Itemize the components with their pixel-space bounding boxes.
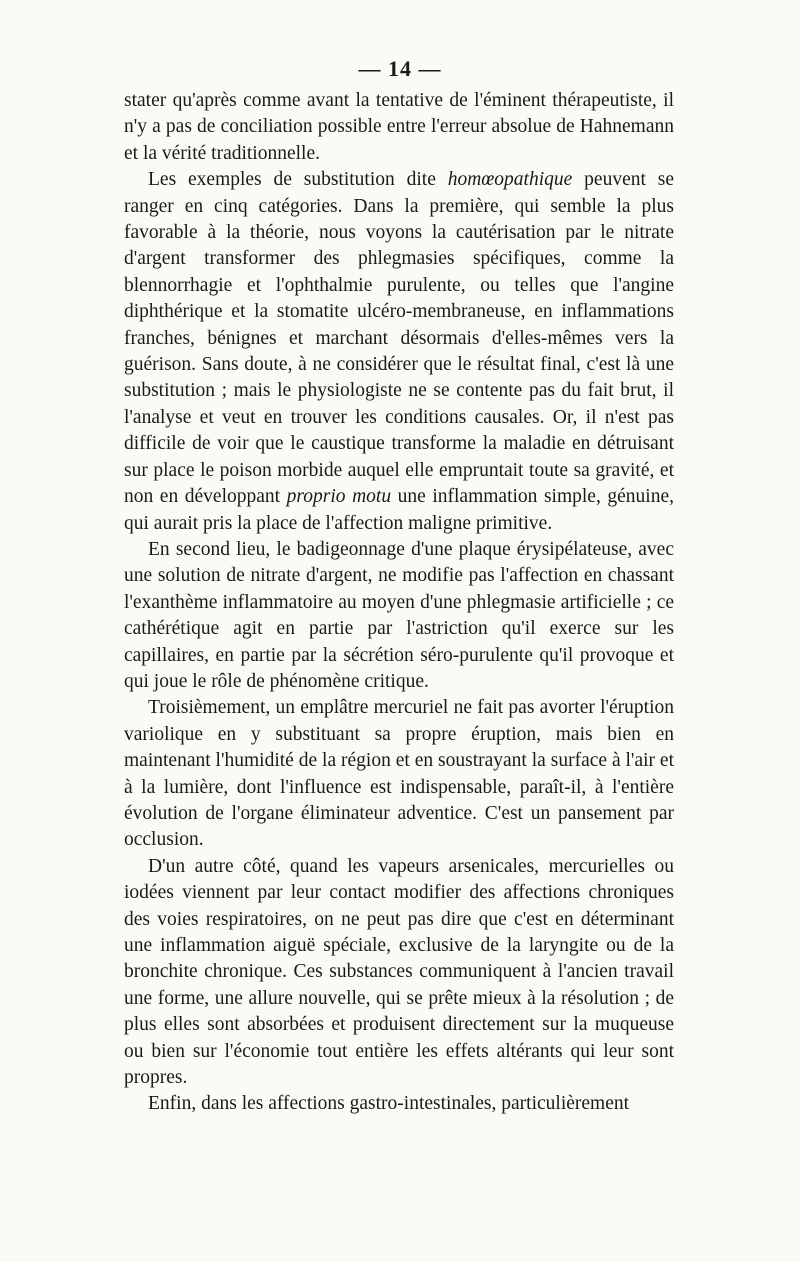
paragraph-fourth [124,854,674,1092]
text-run: Enfin, dans les affections gastro-intestinales, particulièrement [148,1093,630,1115]
paragraph-substitution-categories [124,167,674,537]
text-run: Les exemples de substitution dite [148,169,448,191]
paragraph-third [124,695,674,853]
text-run: En second lieu, le badigeonnage d'une plaque érysipélateuse, avec une solution de nitrate d'argent, ne modifie pas l'affection en chassant l'exanthème inflammatoire au moyen d'une phlegmasie artificielle ; ce cathérétique agit en partie par l'astriction qu'il exerce sur les capillaires, en partie par la sécrétion séro-purulente qu'il provoque et qui joue le rôle de phénomène critique. [124,538,674,692]
paragraph-second [124,537,674,695]
italic-term: proprio motu [286,486,392,508]
body-text [124,88,674,1118]
text-run: stater qu'après comme avant la tentative de l'éminent thérapeutiste, il n'y a pas de conciliation possible entre l'erreur absolue de Hahnemann et la vérité traditionnelle. [124,90,674,164]
paragraph-fifth [124,1091,674,1117]
paragraph-continued [124,88,674,167]
italic-term: homœopathique [447,169,573,191]
page-number: — 14 — [358,56,442,81]
text-run: Troisièmement, un emplâtre mercuriel ne fait pas avorter l'éruption variolique en y substituant sa propre éruption, mais bien en maintenant l'humidité de la région et en soustrayant la surface à l'air et à la lumière, dont l'influence est indispensable, paraît-il, à l'entière évolution de l'organe éliminateur adventice. C'est un pansement par occlusion. [124,697,674,851]
text-run: peuvent se ranger en cinq catégories. Dans la première, qui semble la plus favorable à la théorie, nous voyons la cautérisation par le nitrate d'argent transformer des phlegmasies spécifiques, comme la blennorrhagie et l'ophthalmie purulente, ou telles que l'angine diphthérique et la stomatite ulcéro-membraneuse, en inflammations franches, bénignes et marchant désormais d'elles-mêmes vers la guérison. Sans doute, à ne considérer que le résultat final, c'est là une substitution ; mais le physiologiste ne se contente pas du fait brut, il l'analyse et veut en trouver les conditions causales. Or, il n'est pas difficile de voir que le caustique transforme la maladie en détruisant sur place le poison morbide auquel elle empruntait toute sa gravité, et non en développant [124,169,674,508]
text-run: une inflammation simple, génuine, qui aurait pris la place de l'affection maligne primitive. [124,486,674,534]
text-run: D'un autre côté, quand les vapeurs arsenicales, mercurielles ou iodées viennent par leur contact modifier des affections chroniques des voies respiratoires, on ne peut pas dire que c'est en déterminant une inflammation aiguë spéciale, exclusive de la laryngite ou de la bronchite chronique. Ces substances communiquent à l'ancien travail une forme, une allure nouvelle, qui se prête mieux à la résolution ; de plus elles sont absorbées et produisent directement sur la muqueuse ou bien sur l'économie tout entière les effets altérants qui leur sont propres. [124,855,674,1089]
